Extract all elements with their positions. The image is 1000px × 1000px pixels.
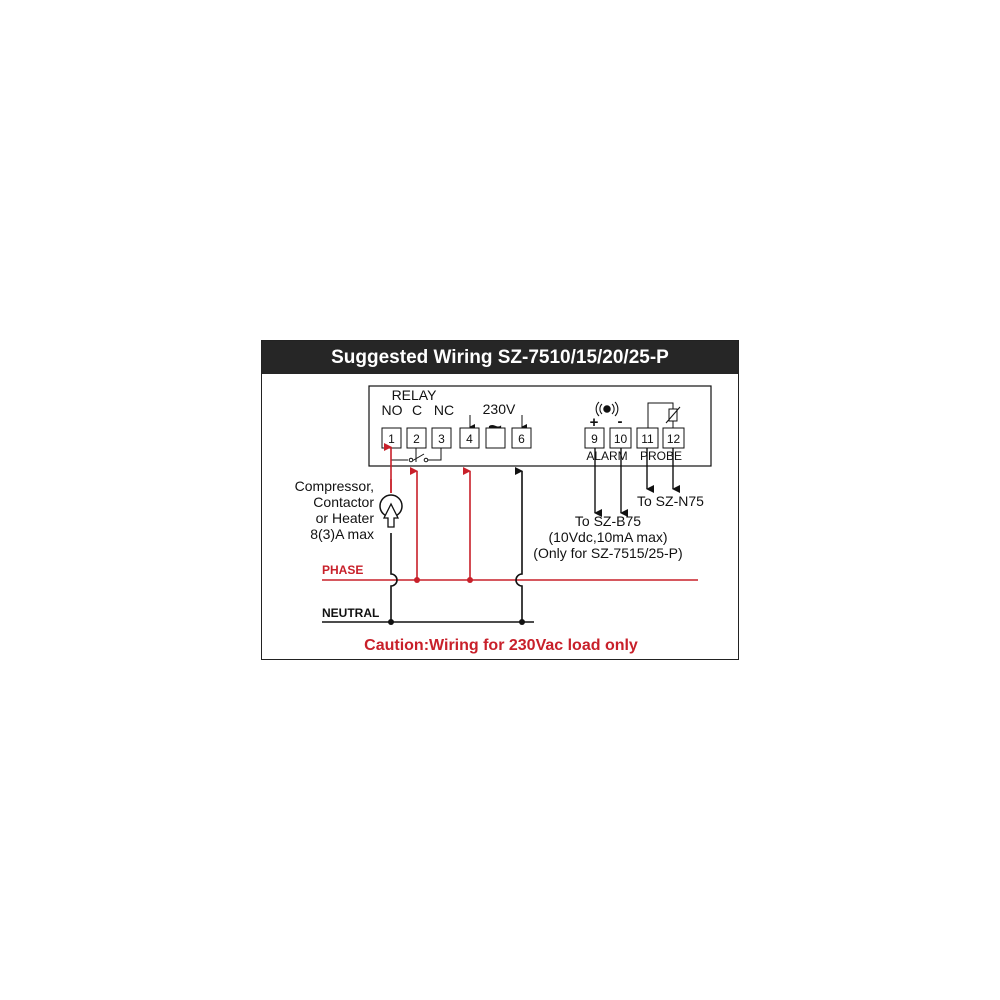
svg-text:9: 9: [591, 432, 598, 446]
svg-text:6: 6: [518, 432, 525, 446]
contact-nc-label: NC: [433, 402, 455, 418]
phase-label: PHASE: [322, 563, 364, 577]
wiring-diagram-panel: [261, 340, 739, 660]
load-label-line1: Compressor,: [294, 478, 374, 494]
neutral-label: NEUTRAL: [322, 606, 380, 620]
terminal-11: [637, 428, 658, 448]
terminal-6: [512, 428, 531, 448]
contact-c-label: C: [411, 402, 423, 418]
diagram-title: Suggested Wiring SZ-7510/15/20/25-P: [262, 341, 738, 374]
terminal-4: [460, 428, 479, 448]
load-label-line3: or Heater: [315, 510, 374, 526]
svg-text:1: 1: [388, 432, 395, 446]
junction-dot: [414, 577, 420, 583]
load-label-line2: Contactor: [313, 494, 374, 510]
svg-text:12: 12: [666, 432, 681, 446]
relay-contact-symbol: [391, 448, 441, 462]
alarm-minus-label: -: [617, 413, 623, 430]
alarm-plus-label: +: [589, 414, 599, 431]
svg-text:10: 10: [613, 432, 628, 446]
alarm-target-line1: To SZ-B75: [574, 513, 642, 529]
terminal-1: [382, 428, 401, 448]
probe-thermistor-icon: [648, 403, 680, 428]
terminal-9: [585, 428, 604, 448]
load-label-line4: 8(3)A max: [310, 526, 374, 542]
junction-dot: [519, 619, 525, 625]
terminal-3: [432, 428, 451, 448]
alarm-target-line2: (10Vdc,10mA max): [548, 529, 668, 545]
caution-note: Caution:Wiring for 230Vac load only: [364, 637, 638, 654]
junction-dot: [467, 577, 473, 583]
junction-dot: [388, 619, 394, 625]
terminal-12: [663, 428, 684, 448]
svg-text:3: 3: [438, 432, 445, 446]
terminal-2: [407, 428, 426, 448]
alarm-target-line3: (Only for SZ-7515/25-P): [533, 545, 683, 561]
buzzer-icon: [596, 402, 618, 416]
terminal-10: [610, 428, 631, 448]
contact-no-label: NO: [381, 402, 403, 418]
wire-neutral-to-terminal-6: [516, 471, 522, 622]
probe-label: PROBE: [639, 449, 683, 463]
alarm-label: ALARM: [586, 449, 628, 463]
svg-text:11: 11: [641, 432, 654, 446]
svg-text:2: 2: [413, 432, 420, 446]
probe-target-label: To SZ-N75: [637, 493, 704, 509]
terminal-5-blank: [486, 428, 505, 448]
svg-text:4: 4: [466, 432, 473, 446]
relay-label: RELAY: [391, 387, 437, 403]
supply-voltage-label: 230V: [482, 401, 516, 417]
wiring-diagram: [262, 341, 740, 661]
wire-load-to-neutral: [391, 533, 397, 622]
